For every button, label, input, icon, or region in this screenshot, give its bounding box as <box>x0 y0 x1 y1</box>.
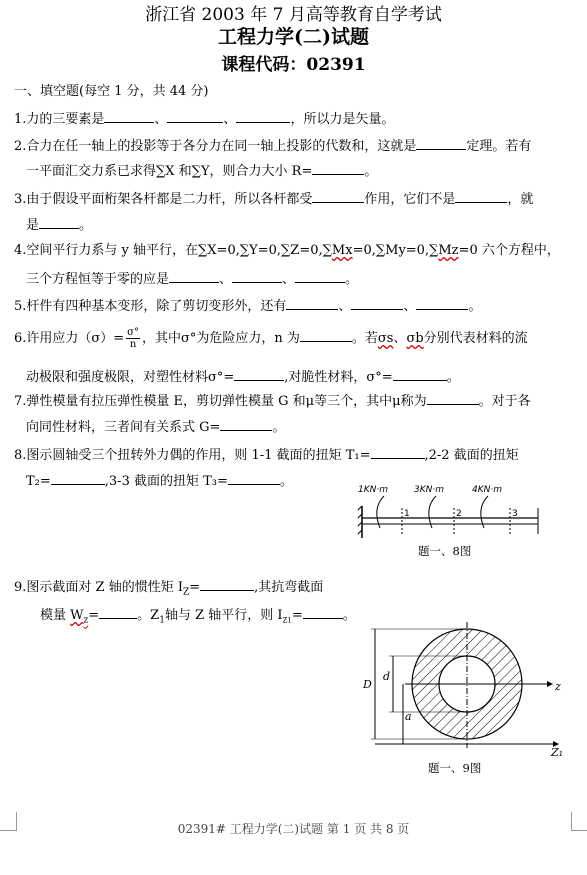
blank[interactable] <box>371 446 425 459</box>
figure-8-caption: 题一、8图 <box>418 544 472 558</box>
blank[interactable] <box>200 578 254 591</box>
question-2: 2.合力在任一轴上的投影等于各分力在同一轴上投影的代数和，这就是 定理。若有 <box>14 139 532 154</box>
question-4: 4.空间平行力系与 y 轴平行，在∑X=0,∑Y=0,∑Z=0,∑Mx=0,∑My=0,∑Mz=0 六个方程中， <box>14 243 560 258</box>
question-9-line2: 模量 $W_z=$ 。$Z_1$轴与 Z 轴平行，则 $I_{Z1}=$ 。 <box>40 608 356 626</box>
question-8-line2: T₂= ,3-3 截面的扭矩 T₃= 。 <box>26 474 293 489</box>
question-6-line2: 动极限和强度极限，对塑性材料σ°= ,对脆性材料，σ°= 。 <box>26 370 460 385</box>
blank[interactable] <box>351 297 403 310</box>
load-label: 3KN·m <box>414 485 444 495</box>
question-8: 8.图示圆轴受三个扭转外力偶的作用，则 1-1 截面的扭矩 T₁= ,2-2 截面的扭矩 <box>14 448 519 463</box>
blank[interactable] <box>393 368 447 381</box>
torque-arc <box>429 496 436 528</box>
annulus-section-figure <box>355 618 570 758</box>
question-3-line2: 是 。 <box>26 218 93 233</box>
question-5: 5.杆件有四种基本变形，除了剪切变形外，还有 、 、 。 <box>14 299 482 314</box>
question-6: 6.许用应力（σ）= $\frac{\sigma^\circ}{n}$ ，其中σ°为危险应力，n 为 。若σs、σb分别代表材料的流 <box>14 327 528 350</box>
blank[interactable] <box>300 329 352 342</box>
blank[interactable] <box>312 190 364 203</box>
label-z: z <box>555 680 561 693</box>
blank[interactable] <box>220 418 272 431</box>
torque-arc <box>481 496 488 528</box>
blank[interactable] <box>416 137 466 150</box>
label-D: D <box>363 678 372 691</box>
blank[interactable] <box>228 472 280 485</box>
blank[interactable] <box>286 297 338 310</box>
arrow-head <box>547 681 553 687</box>
blank[interactable] <box>169 270 219 283</box>
blank[interactable] <box>303 606 343 619</box>
torque-arc <box>377 496 384 528</box>
section-heading: 一、填空题(每空 1 分，共 44 分) <box>14 84 209 99</box>
load-label: 4KN·m <box>472 485 502 495</box>
question-1: 1.力的三要素是 、 、 ，所以力是矢量。 <box>14 112 395 127</box>
blank[interactable] <box>167 110 223 123</box>
question-2-line2: 一平面汇交力系已求得∑X 和∑Y，则合力大小 R= 。 <box>26 164 378 179</box>
page-footer: 02391# 工程力学(二)试题 第 1 页 共 8 页 <box>177 822 410 836</box>
load-label: 1KN·m <box>358 485 388 495</box>
question-7-line2: 向同性材料，三者间有关系式 G= 。 <box>26 420 286 435</box>
blank[interactable] <box>232 270 282 283</box>
shaft-torque-figure <box>350 478 550 543</box>
blank[interactable] <box>104 110 154 123</box>
fraction: $\frac{\sigma^\circ}{n}$ <box>127 327 139 350</box>
label-z1: Z₁ <box>551 746 564 759</box>
question-9: 9.图示截面对 Z 轴的惯性矩 $I_Z=$ ,其抗弯截面 <box>14 580 324 598</box>
question-3: 3.由于假设平面桁架各杆都是二力杆，所以各杆都受 作用，它们不是 ，就 <box>14 192 534 207</box>
blank[interactable] <box>455 190 507 203</box>
blank[interactable] <box>427 392 479 405</box>
question-4-line2: 三个方程恒等于零的应是 、 、 。 <box>26 272 359 287</box>
exam-title: 工程力学(二)试题 <box>218 26 369 48</box>
blank[interactable] <box>51 472 105 485</box>
blank[interactable] <box>99 606 137 619</box>
figure-9-caption: 题一、9图 <box>428 761 482 775</box>
section-label: 1 <box>404 509 410 519</box>
blank[interactable] <box>416 297 468 310</box>
label-a: a <box>405 710 412 723</box>
blank[interactable] <box>312 162 364 175</box>
section-label: 2 <box>456 509 462 519</box>
blank[interactable] <box>39 216 79 229</box>
blank[interactable] <box>236 110 290 123</box>
course-code: 课程代码：02391 <box>221 55 366 75</box>
blank[interactable] <box>295 270 345 283</box>
section-label: 3 <box>512 509 518 519</box>
label-d: d <box>383 670 391 683</box>
blank[interactable] <box>234 368 284 381</box>
exam-header: 浙江省 2003 年 7 月高等教育自学考试 <box>145 5 442 25</box>
question-7: 7.弹性模量有拉压弹性模量 E，剪切弹性模量 G 和μ等三个，其中μ称为 。对于各 <box>14 394 531 409</box>
